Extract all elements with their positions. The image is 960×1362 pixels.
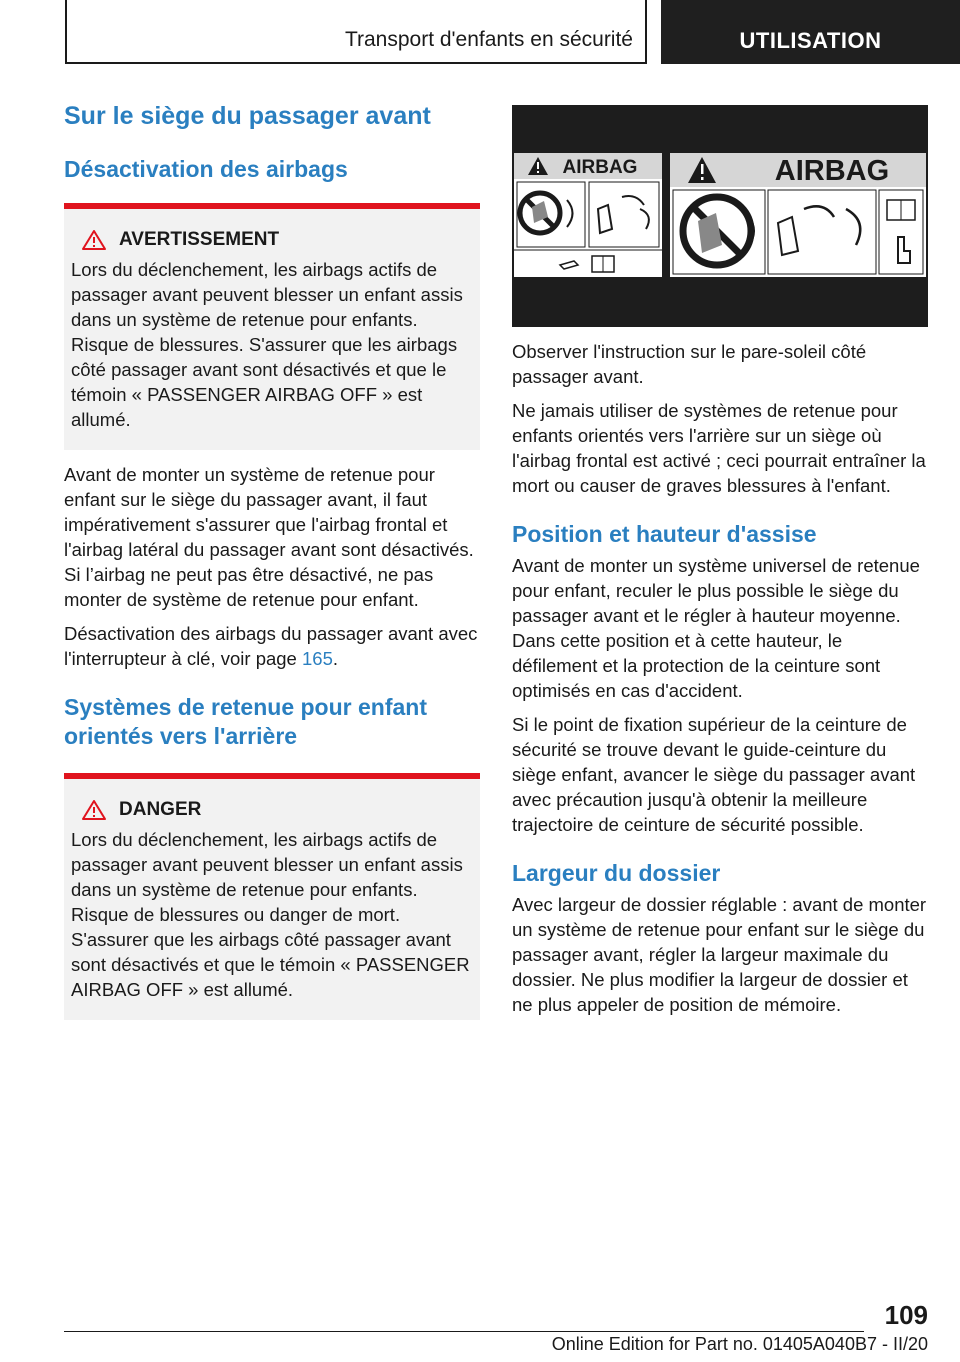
paragraph-text: Désactivation des airbags du passager avant avec l'interrupteur à clé, voir page <box>64 623 478 670</box>
large-airbag-label <box>670 153 926 277</box>
paragraph: Avec largeur de dossier réglable : avant de monter un système de retenue pour enfant sur le siège du passager avant, régler la largeur maximale du dossier. Ne plus modifier la largeur de dossier et ne plus appeler de position de mémoire. <box>512 893 927 1015</box>
danger-header <box>71 799 474 821</box>
heading-rear-facing-seats: Systèmes de retenue pour enfant orientés vers l'arrière <box>64 694 427 749</box>
small-airbag-label <box>514 153 662 277</box>
footer-divider <box>64 1331 864 1332</box>
heading-seat-position: Position et hauteur d'assise <box>512 521 817 547</box>
paragraph-end: . <box>332 648 339 670</box>
heading-backrest-width: Largeur du dossier <box>512 859 721 886</box>
heading-airbag-deactivation: Désactivation des airbags <box>64 155 348 182</box>
small-label-text: AIRBAG <box>562 157 638 178</box>
page-header <box>0 0 960 66</box>
paragraph: Si le point de fixation supérieur de la ceinture de sécurité se trouve devant le guide-ceinture du siège enfant, avancer le siège du passager avant avec précaution jusqu'à obtenir la meilleure trajectoire de ceinture de sécurité possible. <box>512 713 916 835</box>
warning-box <box>64 203 480 450</box>
paragraph: Avant de monter un système universel de retenue pour enfant, reculer le plus possible le siège du passager avant et le régler à hauteur moyenne. Dans cette position et à cette hauteur, le défilement et la protection de la ceinture sont optimisés en cas d'accident. <box>512 554 920 701</box>
airbag-warning-label-illustration <box>512 105 928 327</box>
large-label-text: AIRBAG <box>774 155 890 187</box>
warning-triangle-icon <box>81 799 107 821</box>
paragraph: Avant de monter un système de retenue pour enfant sur le siège du passager avant, il faut impérativement s'assurer que l'airbag frontal et l'airbag latéral du passager avant sont désactivés. Si l’airbag ne peut pas être désactivé, ne pas monter de système de retenue pour enfant. <box>64 464 474 611</box>
danger-box <box>64 773 480 1020</box>
page-title: Sur le siège du passager avant <box>64 102 431 130</box>
edition-text: Online Edition for Part no. 01405A040B7 - II/20 <box>551 1334 928 1354</box>
paragraph-with-link <box>64 621 480 671</box>
danger-text: Lors du déclenchement, les airbags actifs de passager avant peuvent blesser un enfant assis dans un système de retenue pour enfants. Risque de blessures ou danger de mort. S'assurer que les airbags côté passager avant sont désactivés et que le témoin « PASSENGER AIRBAG OFF » est allumé. <box>71 828 470 1000</box>
danger-label: DANGER <box>119 798 202 820</box>
page-link[interactable]: 165 <box>302 648 333 670</box>
paragraph: Observer l'instruction sur le pare-soleil côté passager avant. <box>512 341 867 387</box>
page-number: 109 <box>884 1300 928 1330</box>
warning-triangle-icon <box>81 229 107 251</box>
paragraph: Ne jamais utiliser de systèmes de retenue pour enfants orientés vers l'arrière sur un siège où l'airbag frontal est activé ; ceci pourrait entraîner la mort ou causer de graves blessures à l'enfant. <box>512 400 926 496</box>
warning-header <box>71 229 474 251</box>
warning-text: Lors du déclenchement, les airbags actifs de passager avant peuvent blesser un enfant assis dans un système de retenue pour enfants. Risque de blessures. S'assurer que les airbags côté passager avant sont désactivés et que le témoin « PASSENGER AIRBAG OFF » est allumé. <box>71 259 463 431</box>
left-column <box>64 100 480 1020</box>
right-column <box>512 105 928 1026</box>
section-title: Transport d'enfants en sécurité <box>344 28 633 51</box>
airbag-label-figure <box>512 105 928 327</box>
warning-label: AVERTISSEMENT <box>119 229 280 251</box>
section-header-box <box>65 0 647 64</box>
chapter-tab: UTILISATION <box>661 0 960 64</box>
